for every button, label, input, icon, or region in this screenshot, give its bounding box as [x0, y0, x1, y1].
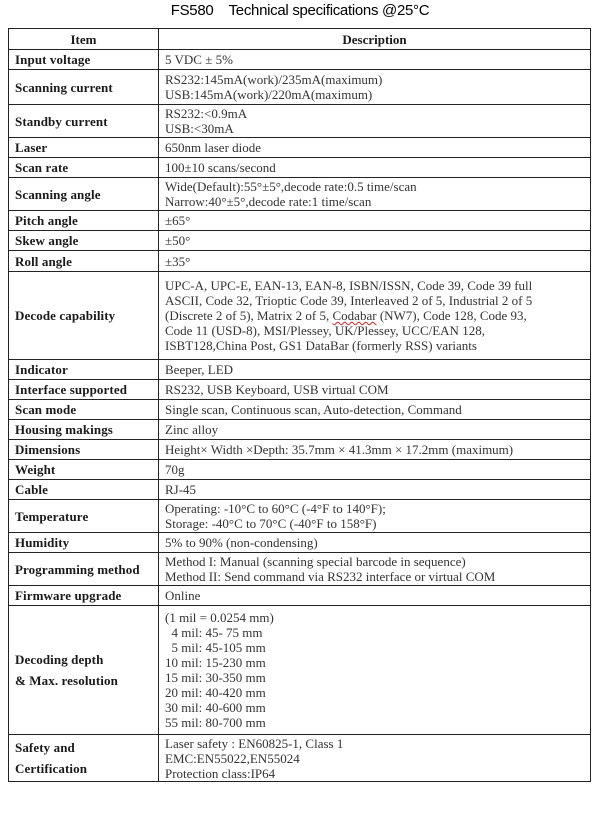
item-label: Decode capability	[15, 308, 116, 323]
description-line: 10 mil: 15-230 mm	[165, 655, 266, 670]
description-cell	[159, 272, 591, 360]
description-line: 4 mil: 45- 75 mm	[165, 625, 263, 640]
description-line: ASCII, Code 32, Trioptic Code 39, Interleaved 2 of 5, Industrial 2 of 5	[165, 293, 533, 308]
description-line: Method I: Manual (scanning special barcode in sequence)	[165, 554, 466, 569]
spellcheck-underlined-word: Codabar	[332, 308, 377, 323]
table-row	[9, 440, 591, 460]
table-row	[9, 178, 591, 211]
table-row	[9, 360, 591, 380]
item-cell	[9, 50, 159, 70]
table-row	[9, 420, 591, 440]
description-cell	[159, 500, 591, 533]
item-label: Safety and	[15, 740, 75, 755]
description-cell	[159, 105, 591, 138]
description-cell	[159, 70, 591, 105]
description-line: 5 mil: 45-105 mm	[165, 640, 266, 655]
item-cell	[9, 231, 159, 251]
description-cell	[159, 158, 591, 178]
table-row	[9, 480, 591, 500]
description-cell	[159, 586, 591, 606]
description-cell	[159, 138, 591, 158]
item-label: Laser	[15, 140, 48, 155]
description-line: UPC-A, UPC-E, EAN-13, EAN-8, ISBN/ISSN, Code 39, Code 39 full	[165, 278, 533, 293]
item-label: Scanning current	[15, 79, 113, 95]
description-cell	[159, 460, 591, 480]
description-text: (NW7), Code 128, Code 93,	[376, 308, 527, 323]
item-cell	[9, 400, 159, 420]
table-row	[9, 400, 591, 420]
item-label: Scanning angle	[15, 186, 101, 202]
description-line: Operating: -10°C to 60°C (-4°F to 140°F);	[165, 501, 386, 516]
item-cell	[9, 735, 159, 782]
description-cell	[159, 480, 591, 500]
description-line: Single scan, Continuous scan, Auto-detection, Command	[165, 402, 462, 417]
table-row	[9, 553, 591, 586]
page-title: FS580 Technical specifications @25°C	[170, 2, 430, 19]
description-line: Wide(Default):55°±5°,decode rate:0.5 time/scan	[165, 179, 417, 194]
column-header-item: Item	[9, 29, 159, 50]
item-cell	[9, 380, 159, 400]
table-header-row	[9, 29, 591, 50]
item-cell	[9, 440, 159, 460]
description-line: Beeper, LED	[165, 362, 234, 377]
table-row	[9, 735, 591, 782]
item-label: Pitch angle	[15, 213, 78, 228]
item-cell	[9, 272, 159, 360]
description-cell	[159, 50, 591, 70]
table-row	[9, 586, 591, 606]
table-row	[9, 606, 591, 735]
description-cell	[159, 231, 591, 251]
item-cell	[9, 553, 159, 586]
description-line: ±50°	[165, 233, 191, 248]
description-line: ±65°	[165, 213, 191, 228]
description-line: RS232:<0.9mA	[165, 106, 248, 121]
column-header-description: Description	[159, 29, 591, 50]
description-line: Height× Width ×Depth: 35.7mm × 41.3mm × 17.2mm (maximum)	[165, 442, 514, 457]
description-line: 30 mil: 40-600 mm	[165, 700, 266, 715]
item-cell	[9, 70, 159, 105]
item-label: Dimensions	[15, 442, 81, 457]
table-row	[9, 460, 591, 480]
description-line: 5% to 90% (non-condensing)	[165, 535, 318, 550]
description-line: Code 11 (USD-8), MSI/Plessey, UK/Plessey, UCC/EAN 128,	[165, 323, 485, 338]
description-line: RS232:145mA(work)/235mA(maximum)	[165, 72, 383, 87]
item-cell	[9, 606, 159, 735]
description-cell	[159, 211, 591, 231]
description-cell	[159, 251, 591, 272]
item-label: Standby current	[15, 113, 108, 129]
item-cell	[9, 211, 159, 231]
item-cell	[9, 360, 159, 380]
table-row	[9, 211, 591, 231]
item-label: Scan mode	[15, 402, 77, 417]
description-line: Zinc alloy	[165, 422, 219, 437]
description-line: Online	[165, 588, 201, 603]
description-line: EMC:EN55022,EN55024	[165, 750, 300, 766]
description-cell	[159, 360, 591, 380]
table-row	[9, 251, 591, 272]
table-row	[9, 50, 591, 70]
item-label: Scan rate	[15, 160, 69, 175]
item-cell	[9, 178, 159, 211]
table-row	[9, 70, 591, 105]
table-row	[9, 272, 591, 360]
item-cell	[9, 138, 159, 158]
item-label: Skew angle	[15, 233, 79, 248]
description-line: ISBT128,China Post, GS1 DataBar (formerly RSS) variants	[165, 338, 477, 353]
item-label: Temperature	[15, 508, 89, 524]
description-line: 15 mil: 30-350 mm	[165, 670, 266, 685]
description-line: ±35°	[165, 253, 191, 269]
description-text: (Discrete 2 of 5), Matrix 2 of 5,	[165, 308, 333, 323]
description-cell	[159, 420, 591, 440]
item-cell	[9, 251, 159, 272]
table-row	[9, 500, 591, 533]
description-line: USB:<30mA	[165, 121, 234, 136]
description-line: 5 VDC ± 5%	[165, 52, 233, 67]
item-label: Interface supported	[15, 382, 128, 397]
item-label: Input voltage	[15, 52, 91, 67]
item-label: Roll angle	[15, 253, 72, 269]
table-row	[9, 380, 591, 400]
description-line: (1 mil = 0.0254 mm)	[165, 610, 274, 625]
description-cell	[159, 178, 591, 211]
item-label: Firmware upgrade	[15, 588, 122, 603]
item-label: Weight	[15, 462, 56, 477]
item-cell	[9, 586, 159, 606]
description-cell	[159, 735, 591, 782]
item-label: Decoding depth	[15, 652, 104, 667]
description-cell	[159, 606, 591, 735]
description-line: 70g	[165, 462, 185, 477]
item-cell	[9, 480, 159, 500]
item-label: Programming method	[15, 561, 140, 577]
description-cell	[159, 440, 591, 460]
description-cell	[159, 400, 591, 420]
description-line: RJ-45	[165, 482, 197, 497]
description-line: 650nm laser diode	[165, 140, 262, 155]
item-cell	[9, 500, 159, 533]
description-line: Narrow:40°±5°,decode rate:1 time/scan	[165, 194, 372, 209]
item-label: & Max. resolution	[15, 673, 118, 688]
description-line: Storage: -40°C to 70°C (-40°F to 158°F)	[165, 516, 377, 531]
item-label: Certification	[15, 761, 88, 776]
item-cell	[9, 105, 159, 138]
description-line: USB:145mA(work)/220mA(maximum)	[165, 87, 373, 102]
description-line: RS232, USB Keyboard, USB virtual COM	[165, 382, 389, 397]
description-cell	[159, 533, 591, 553]
table-row	[9, 105, 591, 138]
description-line	[165, 308, 584, 323]
description-line: 100±10 scans/second	[165, 160, 276, 175]
item-cell	[9, 533, 159, 553]
table-row	[9, 138, 591, 158]
description-line: Laser safety : EN60825-1, Class 1	[165, 735, 344, 751]
description-line: 55 mil: 80-700 mm	[165, 715, 266, 730]
item-cell	[9, 460, 159, 480]
spec-table	[8, 28, 591, 782]
table-row	[9, 158, 591, 178]
table-row	[9, 231, 591, 251]
item-label: Indicator	[15, 362, 68, 377]
item-cell	[9, 158, 159, 178]
description-cell	[159, 380, 591, 400]
item-cell	[9, 420, 159, 440]
description-line: Protection class:IP64	[165, 765, 276, 781]
table-row	[9, 533, 591, 553]
item-label: Humidity	[15, 535, 70, 550]
description-line: 20 mil: 40-420 mm	[165, 685, 266, 700]
item-label: Housing makings	[15, 422, 113, 437]
description-line: Method II: Send command via RS232 interface or virtual COM	[165, 569, 496, 584]
item-label: Cable	[15, 482, 48, 497]
description-cell	[159, 553, 591, 586]
